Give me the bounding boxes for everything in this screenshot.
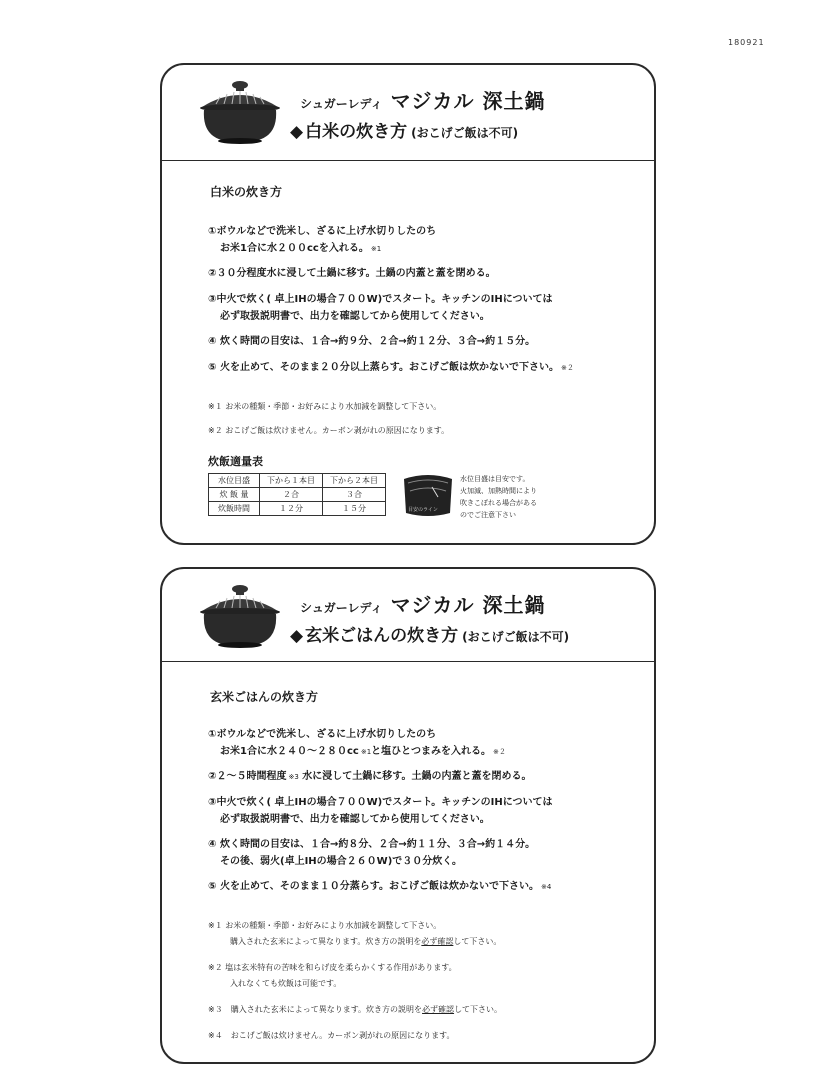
footnote-mark: ※２	[560, 364, 574, 372]
card-subtitle	[290, 117, 518, 142]
table-row	[209, 474, 386, 488]
table-title: 炊飯適量表	[208, 455, 263, 468]
water-level-table	[208, 473, 386, 516]
table-cell: １５分	[323, 502, 386, 516]
footnote-3-text-b: して下さい。	[454, 1005, 503, 1014]
step-1-line-1: ①ボウルなどで洗米し、ざるに上げ水切りしたのち	[208, 729, 437, 740]
step-5-text: ⑤ 火を止めて、そのまま２０分以上蒸らす。おこげご飯は炊かないで下さい。	[208, 362, 559, 373]
step-2-text-a: ②２～５時間程度	[208, 771, 287, 782]
footnote-1	[208, 918, 501, 950]
footnote-1: ※１ お米の種類・季節・お好みにより水加減を調整して下さい。	[208, 402, 442, 411]
step-3-line-2: 必ず取扱説明書で、出力を確認してから使用してください。	[220, 814, 490, 825]
table-cell: ２合	[260, 488, 323, 502]
water-note-line: 水位目盛は目安です。	[460, 475, 530, 483]
subtitle-note: (おこげご飯は不可)	[411, 126, 519, 140]
product-name: マジカル 深土鍋	[390, 593, 546, 617]
section-title: 白米の炊き方	[210, 185, 283, 199]
step-3	[208, 291, 553, 325]
brand-title	[300, 589, 546, 618]
donabe-pot-icon	[196, 581, 284, 651]
step-4-line-1: ④ 炊く時間の目安は、１合→約８分、２合→約１１分、３合→約１４分。	[208, 839, 536, 850]
subtitle-main: 白米の炊き方	[305, 122, 408, 142]
water-note-line: 火加減、加熱時間により	[460, 487, 537, 495]
water-level-notes	[460, 473, 537, 521]
card-header	[162, 569, 654, 662]
footnote-2-line-2: 入れなくても炊飯は可能です。	[230, 979, 342, 988]
water-note-line: のでご注意下さい	[460, 511, 516, 519]
footnote-mark: ※２	[492, 748, 506, 756]
footnote-1-line-1: ※１ お米の種類・季節・お好みにより水加減を調整して下さい。	[208, 921, 442, 930]
footnote-3-text-a: ※３ 購入された玄米によって異なります。炊き方の説明を	[208, 1005, 423, 1014]
subtitle-note: (おこげご飯は不可)	[462, 630, 570, 644]
step-1-line-2: お米1合に水２００ccを入れる。	[220, 243, 369, 254]
table-cell: ３合	[323, 488, 386, 502]
footnote-mark: ※4	[540, 883, 552, 891]
table-cell: 炊飯時間	[209, 502, 260, 516]
step-1-line-1: ①ボウルなどで洗米し、ざるに上げ水切りしたのち	[208, 226, 437, 237]
table-row	[209, 488, 386, 502]
footnote-2	[208, 960, 457, 992]
diamond-bullet-icon: ◆	[290, 122, 304, 142]
brand-name: シュガーレディ	[300, 601, 383, 615]
step-3-line-1: ③中火で炊く( 卓上IHの場合７００W)でスタート。キッチンのIHについては	[208, 294, 553, 305]
footnote-2: ※２ おこげご飯は炊けません。カーボン剥がれの原因になります。	[208, 426, 450, 435]
white-rice-card	[160, 63, 656, 545]
step-2: ②３０分程度水に浸して土鍋に移す。土鍋の内蓋と蓋を閉める。	[208, 268, 496, 279]
step-1	[208, 726, 506, 761]
footnote-1-line-2a: 購入された玄米によって異なります。炊き方の説明を	[230, 937, 422, 946]
table-cell: 炊 飯 量	[209, 488, 260, 502]
subtitle-main: 玄米ごはんの炊き方	[305, 626, 459, 646]
brand-title	[300, 85, 546, 114]
step-5	[208, 359, 574, 377]
water-note-line: 吹きこぼれる場合がある	[460, 499, 537, 507]
table-header-cell: 下から２本目	[323, 474, 386, 488]
footnote-mark: ※1	[360, 748, 372, 756]
footnote-2-line-1: ※２ 塩は玄米特有の苦味を和らげ皮を柔らかくする作用があります。	[208, 963, 457, 972]
step-3	[208, 794, 553, 828]
pot-water-line-illustration	[402, 473, 454, 517]
table-cell: １２分	[260, 502, 323, 516]
footnote-1-line-2b: して下さい。	[453, 937, 502, 946]
step-4: ④ 炊く時間の目安は、１合→約９分、２合→約１２分、３合→約１５分。	[208, 336, 536, 347]
step-5	[208, 878, 551, 896]
document-number: 180921	[728, 38, 765, 47]
step-3-line-1: ③中火で炊く( 卓上IHの場合７００W)でスタート。キッチンのIHについては	[208, 797, 553, 808]
card-header	[162, 65, 654, 161]
footnote-mark: ※1	[370, 245, 382, 253]
footnote-mark: ※3	[288, 773, 299, 781]
footnote-3	[208, 1002, 502, 1018]
step-1-line-2a: お米1合に水２４０～２８０cc	[220, 746, 359, 757]
section-title: 玄米ごはんの炊き方	[210, 690, 319, 704]
table-header-cell: 水位目盛	[209, 474, 260, 488]
step-1-line-2b: と塩ひとつまみを入れる。	[371, 746, 491, 757]
diamond-bullet-icon: ◆	[290, 626, 304, 646]
table-header-cell: 下から１本目	[260, 474, 323, 488]
step-2	[208, 768, 531, 786]
table-row	[209, 502, 386, 516]
step-3-line-2: 必ず取扱説明書で、出力を確認してから使用してください。	[220, 311, 490, 322]
footnote-1-emphasis: 必ず確認	[421, 937, 454, 946]
step-4-line-2: その後、弱火(卓上IHの場合２６０W)で３０分炊く。	[220, 856, 463, 867]
footnote-3-emphasis: 必ず確認	[422, 1005, 455, 1014]
donabe-pot-icon	[196, 77, 284, 147]
water-line-label: 目安のライン	[408, 507, 438, 513]
step-5-text: ⑤ 火を止めて、そのまま１０分蒸らす。おこげご飯は炊かないで下さい。	[208, 881, 539, 892]
product-name: マジカル 深土鍋	[390, 89, 546, 113]
step-2-text-b: 水に浸して土鍋に移す。土鍋の内蓋と蓋を閉める。	[298, 771, 532, 782]
brown-rice-card	[160, 567, 656, 1064]
card-subtitle	[290, 621, 569, 646]
step-1	[208, 223, 436, 258]
brand-name: シュガーレディ	[300, 97, 383, 111]
footnote-4: ※４ おこげご飯は炊けません。カーボン剥がれの原因になります。	[208, 1031, 455, 1040]
step-4	[208, 836, 535, 870]
